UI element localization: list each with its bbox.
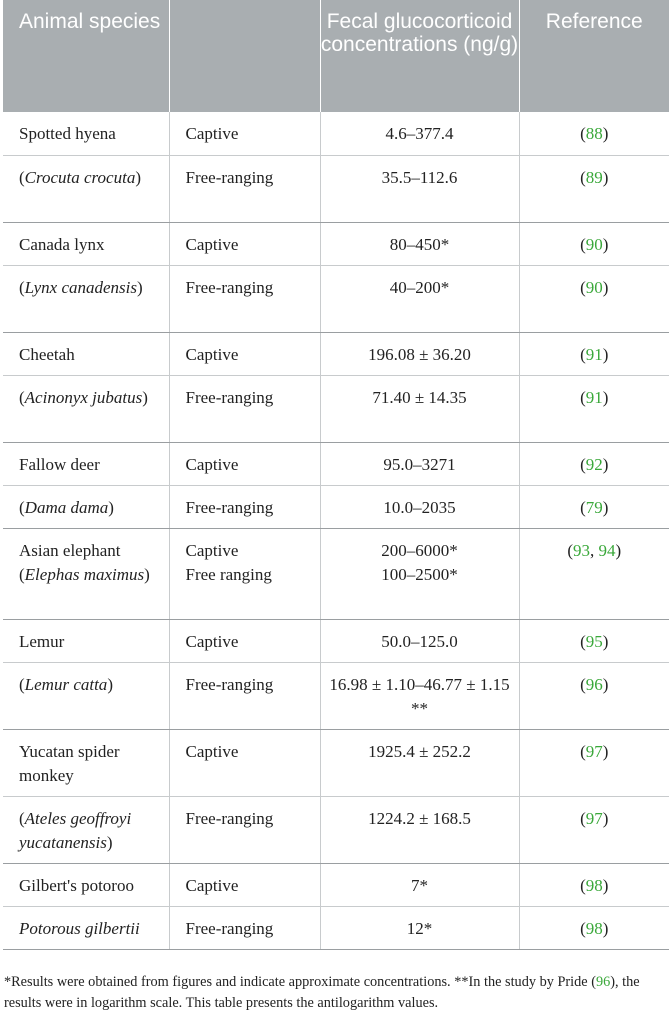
header-reference: Reference xyxy=(519,0,669,112)
table-row xyxy=(3,265,669,332)
table-row xyxy=(3,222,669,265)
footnote-reference-link[interactable]: 96 xyxy=(595,974,611,990)
header-animal-species: Animal species xyxy=(3,0,169,112)
reference-link[interactable]: 95 xyxy=(585,631,603,651)
reference-link[interactable]: 90 xyxy=(585,277,603,297)
reference-link[interactable]: 92 xyxy=(585,454,603,474)
condition-label: Free ranging xyxy=(185,564,272,584)
reference-cell[interactable]: (98) xyxy=(519,863,669,906)
reference-cell[interactable]: (88) xyxy=(519,112,669,155)
reference-link[interactable]: 94 xyxy=(598,540,616,560)
condition-cell: Free-ranging xyxy=(169,796,320,863)
table-row xyxy=(3,662,669,729)
footnote-text: ), the results were in logarithm scale. This table presents the antilogarithm values. xyxy=(4,974,640,1011)
reference-link[interactable]: 88 xyxy=(585,124,603,143)
condition-cell: Free-ranging xyxy=(169,375,320,442)
reference-link[interactable]: 98 xyxy=(585,875,603,895)
value-cell xyxy=(320,528,519,619)
header-concentrations: Fecal glucocorticoid concentrations (ng/g) xyxy=(320,0,519,112)
table-row xyxy=(3,375,669,442)
reference-link[interactable]: 98 xyxy=(585,918,603,938)
value-label: 100–2500* xyxy=(381,564,458,584)
latin-name: Dama dama xyxy=(24,497,109,517)
condition-cell: Captive xyxy=(169,222,320,265)
species-cell: Spotted hyena xyxy=(3,112,169,155)
reference-cell[interactable]: (95) xyxy=(519,619,669,662)
reference-link[interactable]: 97 xyxy=(585,808,603,828)
species-cell: (Crocuta crocuta) xyxy=(3,155,169,222)
condition-cell: Captive xyxy=(169,863,320,906)
reference-cell[interactable]: (96) xyxy=(519,662,669,729)
condition-cell: Free-ranging xyxy=(169,155,320,222)
table-row xyxy=(3,442,669,485)
species-cell: (Lemur catta) xyxy=(3,662,169,729)
condition-cell: Captive xyxy=(169,442,320,485)
reference-cell[interactable]: (97) xyxy=(519,796,669,863)
species-cell: Canada lynx xyxy=(3,222,169,265)
species-cell: Cheetah xyxy=(3,332,169,375)
table-row xyxy=(3,863,669,906)
species-cell: (Lynx canadensis) xyxy=(3,265,169,332)
species-cell: Yucatan spider monkey xyxy=(3,729,169,796)
condition-cell: Captive xyxy=(169,112,320,155)
reference-link[interactable]: 90 xyxy=(585,234,603,254)
table-row xyxy=(3,619,669,662)
value-cell: 95.0–3271 xyxy=(320,442,519,485)
latin-name: Crocuta crocuta xyxy=(24,167,136,187)
species-cell xyxy=(3,906,169,949)
value-cell: 50.0–125.0 xyxy=(320,619,519,662)
reference-cell[interactable]: (91) xyxy=(519,375,669,442)
species-cell: Asian elephant (Elephas maximus) xyxy=(3,528,169,619)
common-name: Asian elephant xyxy=(19,540,121,560)
value-cell: 7* xyxy=(320,863,519,906)
reference-cell[interactable]: (90) xyxy=(519,222,669,265)
reference-link[interactable]: 91 xyxy=(585,344,603,364)
reference-cell[interactable]: (98) xyxy=(519,906,669,949)
condition-cell: Free-ranging xyxy=(169,485,320,528)
reference-cell[interactable]: (92) xyxy=(519,442,669,485)
value-label: 200–6000* xyxy=(381,540,458,560)
reference-cell[interactable]: (89) xyxy=(519,155,669,222)
header-condition xyxy=(169,0,320,112)
reference-link[interactable]: 91 xyxy=(585,387,603,407)
species-cell: (Acinonyx jubatus) xyxy=(3,375,169,442)
table-row xyxy=(3,528,669,619)
condition-cell: Free-ranging xyxy=(169,662,320,729)
table-row xyxy=(3,112,669,155)
condition-cell: Captive xyxy=(169,332,320,375)
table-header-row xyxy=(3,0,669,112)
table-row xyxy=(3,485,669,528)
reference-cell[interactable]: (91) xyxy=(519,332,669,375)
reference-cell[interactable]: (97) xyxy=(519,729,669,796)
table-row xyxy=(3,332,669,375)
value-cell: 35.5–112.6 xyxy=(320,155,519,222)
reference-cell[interactable]: (79) xyxy=(519,485,669,528)
value-cell: 16.98 ± 1.10–46.77 ± 1.15 ** xyxy=(320,662,519,729)
species-cell: Fallow deer xyxy=(3,442,169,485)
latin-name: Lynx canadensis xyxy=(24,277,138,297)
table-row xyxy=(3,155,669,222)
table-row xyxy=(3,796,669,863)
reference-link[interactable]: 79 xyxy=(585,497,603,517)
value-cell: 40–200* xyxy=(320,265,519,332)
value-cell: 80–450* xyxy=(320,222,519,265)
table-row xyxy=(3,729,669,796)
latin-name: Acinonyx jubatus xyxy=(24,387,143,407)
latin-name: Potorous gilbertii xyxy=(19,918,140,938)
reference-link[interactable]: 89 xyxy=(585,167,603,187)
condition-cell: Captive xyxy=(169,729,320,796)
value-cell: 12* xyxy=(320,906,519,949)
table-footnote xyxy=(4,972,668,1014)
reference-cell[interactable]: (90) xyxy=(519,265,669,332)
value-cell: 4.6–377.4 xyxy=(320,112,519,155)
data-table xyxy=(3,0,669,950)
condition-label: Captive xyxy=(185,540,239,560)
species-cell: Gilbert's potoroo xyxy=(3,863,169,906)
latin-name: Ateles geoffroyi yucatanensis xyxy=(19,808,132,852)
condition-cell: Free-ranging xyxy=(169,906,320,949)
latin-name: Elephas maximus xyxy=(24,564,145,584)
reference-link[interactable]: 97 xyxy=(585,741,603,761)
condition-cell: Captive xyxy=(169,619,320,662)
footnote-text: *Results were obtained from figures and indicate approximate concentrations. **In the study by Pride ( xyxy=(4,974,596,990)
latin-name: Lemur catta xyxy=(24,674,108,694)
value-cell: 71.40 ± 14.35 xyxy=(320,375,519,442)
species-cell: Lemur xyxy=(3,619,169,662)
condition-cell: Free-ranging xyxy=(169,265,320,332)
value-cell: 10.0–2035 xyxy=(320,485,519,528)
reference-cell[interactable]: (93, 94) xyxy=(519,528,669,619)
species-cell: (Dama dama) xyxy=(3,485,169,528)
condition-cell xyxy=(169,528,320,619)
reference-link[interactable]: 96 xyxy=(585,674,603,694)
value-cell: 1925.4 ± 252.2 xyxy=(320,729,519,796)
value-cell: 1224.2 ± 168.5 xyxy=(320,796,519,863)
value-cell: 196.08 ± 36.20 xyxy=(320,332,519,375)
table-row xyxy=(3,906,669,949)
reference-link[interactable]: 93 xyxy=(573,540,590,560)
species-cell: (Ateles geoffroyi yucatanensis) xyxy=(3,796,169,863)
